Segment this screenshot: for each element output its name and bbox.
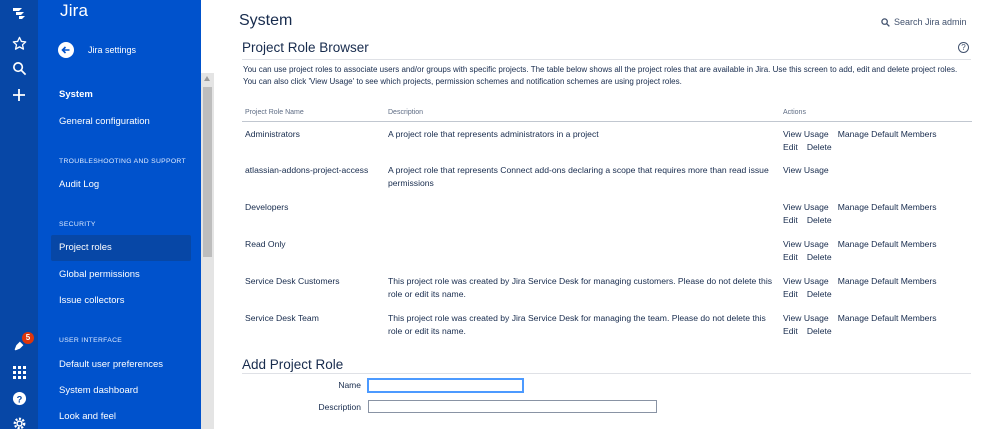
delete-link[interactable]: Delete	[806, 141, 832, 152]
sidebar-heading-security: SECURITY	[59, 221, 96, 228]
plus-icon[interactable]	[9, 85, 29, 105]
delete-link[interactable]: Delete	[806, 326, 832, 336]
settings-icon[interactable]	[9, 413, 29, 429]
role-actions	[780, 269, 972, 306]
role-actions	[780, 121, 972, 158]
svg-text:?: ?	[16, 393, 22, 404]
sidebar-item-project-roles[interactable]: Project roles	[51, 235, 191, 261]
section-divider	[242, 59, 971, 60]
view-usage-link[interactable]: View Usage	[783, 202, 829, 212]
role-description	[385, 232, 780, 269]
role-name: Developers	[245, 202, 289, 212]
sidebar-item-issue-collectors[interactable]: Issue collectors	[59, 295, 125, 306]
table-row	[242, 121, 972, 158]
search-jira-admin[interactable]	[881, 17, 967, 27]
table-row	[242, 195, 972, 232]
delete-link[interactable]: Delete	[806, 252, 832, 262]
view-usage-link[interactable]: View Usage	[783, 128, 829, 139]
role-name: Administrators	[245, 128, 300, 139]
scrollbar-thumb[interactable]	[203, 87, 212, 257]
table-row	[242, 158, 972, 195]
role-actions	[780, 232, 972, 269]
search-icon	[881, 18, 890, 27]
add-project-role-title: Add Project Role	[242, 357, 344, 372]
role-description: This project role was created by Jira Service Desk for managing the team. Please do not delete this role or edit its name.	[388, 313, 766, 336]
sidebar-heading-troubleshooting: TROUBLESHOOTING AND SUPPORT	[59, 158, 186, 165]
role-name: Service Desk Team	[245, 313, 319, 323]
manage-default-members-link[interactable]: Manage Default Members	[837, 313, 937, 323]
sidebar-item-global-permissions[interactable]: Global permissions	[59, 269, 140, 280]
role-name: atlassian-addons-project-access	[245, 165, 369, 175]
column-header-description: Description	[385, 104, 780, 121]
role-description-input[interactable]	[368, 400, 657, 413]
sidebar-item-audit-log[interactable]: Audit Log	[59, 179, 100, 190]
product-name: Jira	[60, 1, 89, 20]
manage-default-members-link[interactable]: Manage Default Members	[837, 239, 937, 249]
role-name-input[interactable]	[368, 379, 523, 392]
view-usage-link[interactable]: View Usage	[783, 165, 829, 175]
sidebar-item-look-and-feel[interactable]: Look and feel	[59, 411, 117, 422]
sidebar-heading-user-interface: USER INTERFACE	[59, 337, 123, 344]
name-label: Name	[338, 380, 361, 390]
star-icon[interactable]	[9, 33, 29, 53]
section-title: Project Role Browser	[242, 40, 369, 55]
edit-link[interactable]: Edit	[783, 215, 798, 225]
role-description	[385, 195, 780, 232]
table-row	[242, 232, 972, 269]
edit-link[interactable]: Edit	[783, 141, 798, 152]
page-title: System	[239, 12, 293, 29]
delete-link[interactable]: Delete	[806, 289, 832, 299]
search-icon[interactable]	[9, 58, 29, 78]
role-name: Read Only	[245, 239, 286, 249]
global-navigation	[0, 0, 38, 429]
sidebar-item-system[interactable]: System	[59, 89, 93, 100]
table-row	[242, 306, 972, 343]
sidebar-item-default-user-preferences[interactable]: Default user preferences	[59, 359, 164, 370]
role-description: This project role was created by Jira Service Desk for managing customers. Please do not delete this role or edit its name.	[388, 276, 773, 299]
view-usage-link[interactable]: View Usage	[783, 276, 829, 286]
main-content	[214, 0, 999, 429]
description-label: Description	[318, 402, 361, 412]
role-actions	[780, 195, 972, 232]
back-to-jira-settings[interactable]	[58, 42, 136, 58]
manage-default-members-link[interactable]: Manage Default Members	[837, 128, 937, 139]
manage-default-members-link[interactable]: Manage Default Members	[837, 276, 937, 286]
column-header-name: Project Role Name	[242, 104, 385, 121]
notification-count-badge: 5	[22, 332, 34, 344]
search-label: Search Jira admin	[894, 17, 967, 27]
jira-logo-icon[interactable]	[9, 4, 29, 24]
intro-text: You can use project roles to associate users and/or groups with specific projects. The table below shows all the project roles that are available in Jira. Use this screen to add, edit and delete project roles. You can also click 'View Usage' to see which projects, permission schemes and notification schemes are using project roles.	[243, 65, 958, 86]
column-header-actions: Actions	[780, 104, 972, 121]
sidebar-item-system-dashboard[interactable]: System dashboard	[59, 385, 139, 396]
project-roles-table	[242, 104, 972, 343]
table-header-row	[242, 104, 972, 121]
table-row	[242, 269, 972, 306]
delete-link[interactable]: Delete	[806, 215, 832, 225]
scroll-up-icon[interactable]	[204, 76, 210, 81]
view-usage-link[interactable]: View Usage	[783, 239, 829, 249]
back-label: Jira settings	[88, 45, 137, 55]
help-icon[interactable]	[9, 388, 29, 408]
edit-link[interactable]: Edit	[783, 326, 798, 336]
help-icon[interactable]: ?	[958, 42, 969, 53]
arrow-left-icon	[58, 42, 74, 58]
admin-sidebar	[38, 0, 201, 429]
role-description: A project role that represents Connect add-ons declaring a scope that requires more than read issue permissions	[388, 165, 769, 188]
edit-link[interactable]: Edit	[783, 289, 798, 299]
role-actions	[780, 158, 972, 195]
view-usage-link[interactable]: View Usage	[783, 313, 829, 323]
sidebar-item-general-configuration[interactable]: General configuration	[59, 116, 150, 127]
role-name: Service Desk Customers	[245, 276, 340, 286]
role-description: A project role that represents administrators in a project	[388, 128, 599, 139]
app-switcher-icon[interactable]	[9, 362, 29, 382]
edit-link[interactable]: Edit	[783, 252, 798, 262]
manage-default-members-link[interactable]: Manage Default Members	[837, 202, 937, 212]
add-section-divider	[242, 373, 971, 374]
sidebar-scrollbar[interactable]	[201, 73, 214, 429]
role-actions	[780, 306, 972, 343]
